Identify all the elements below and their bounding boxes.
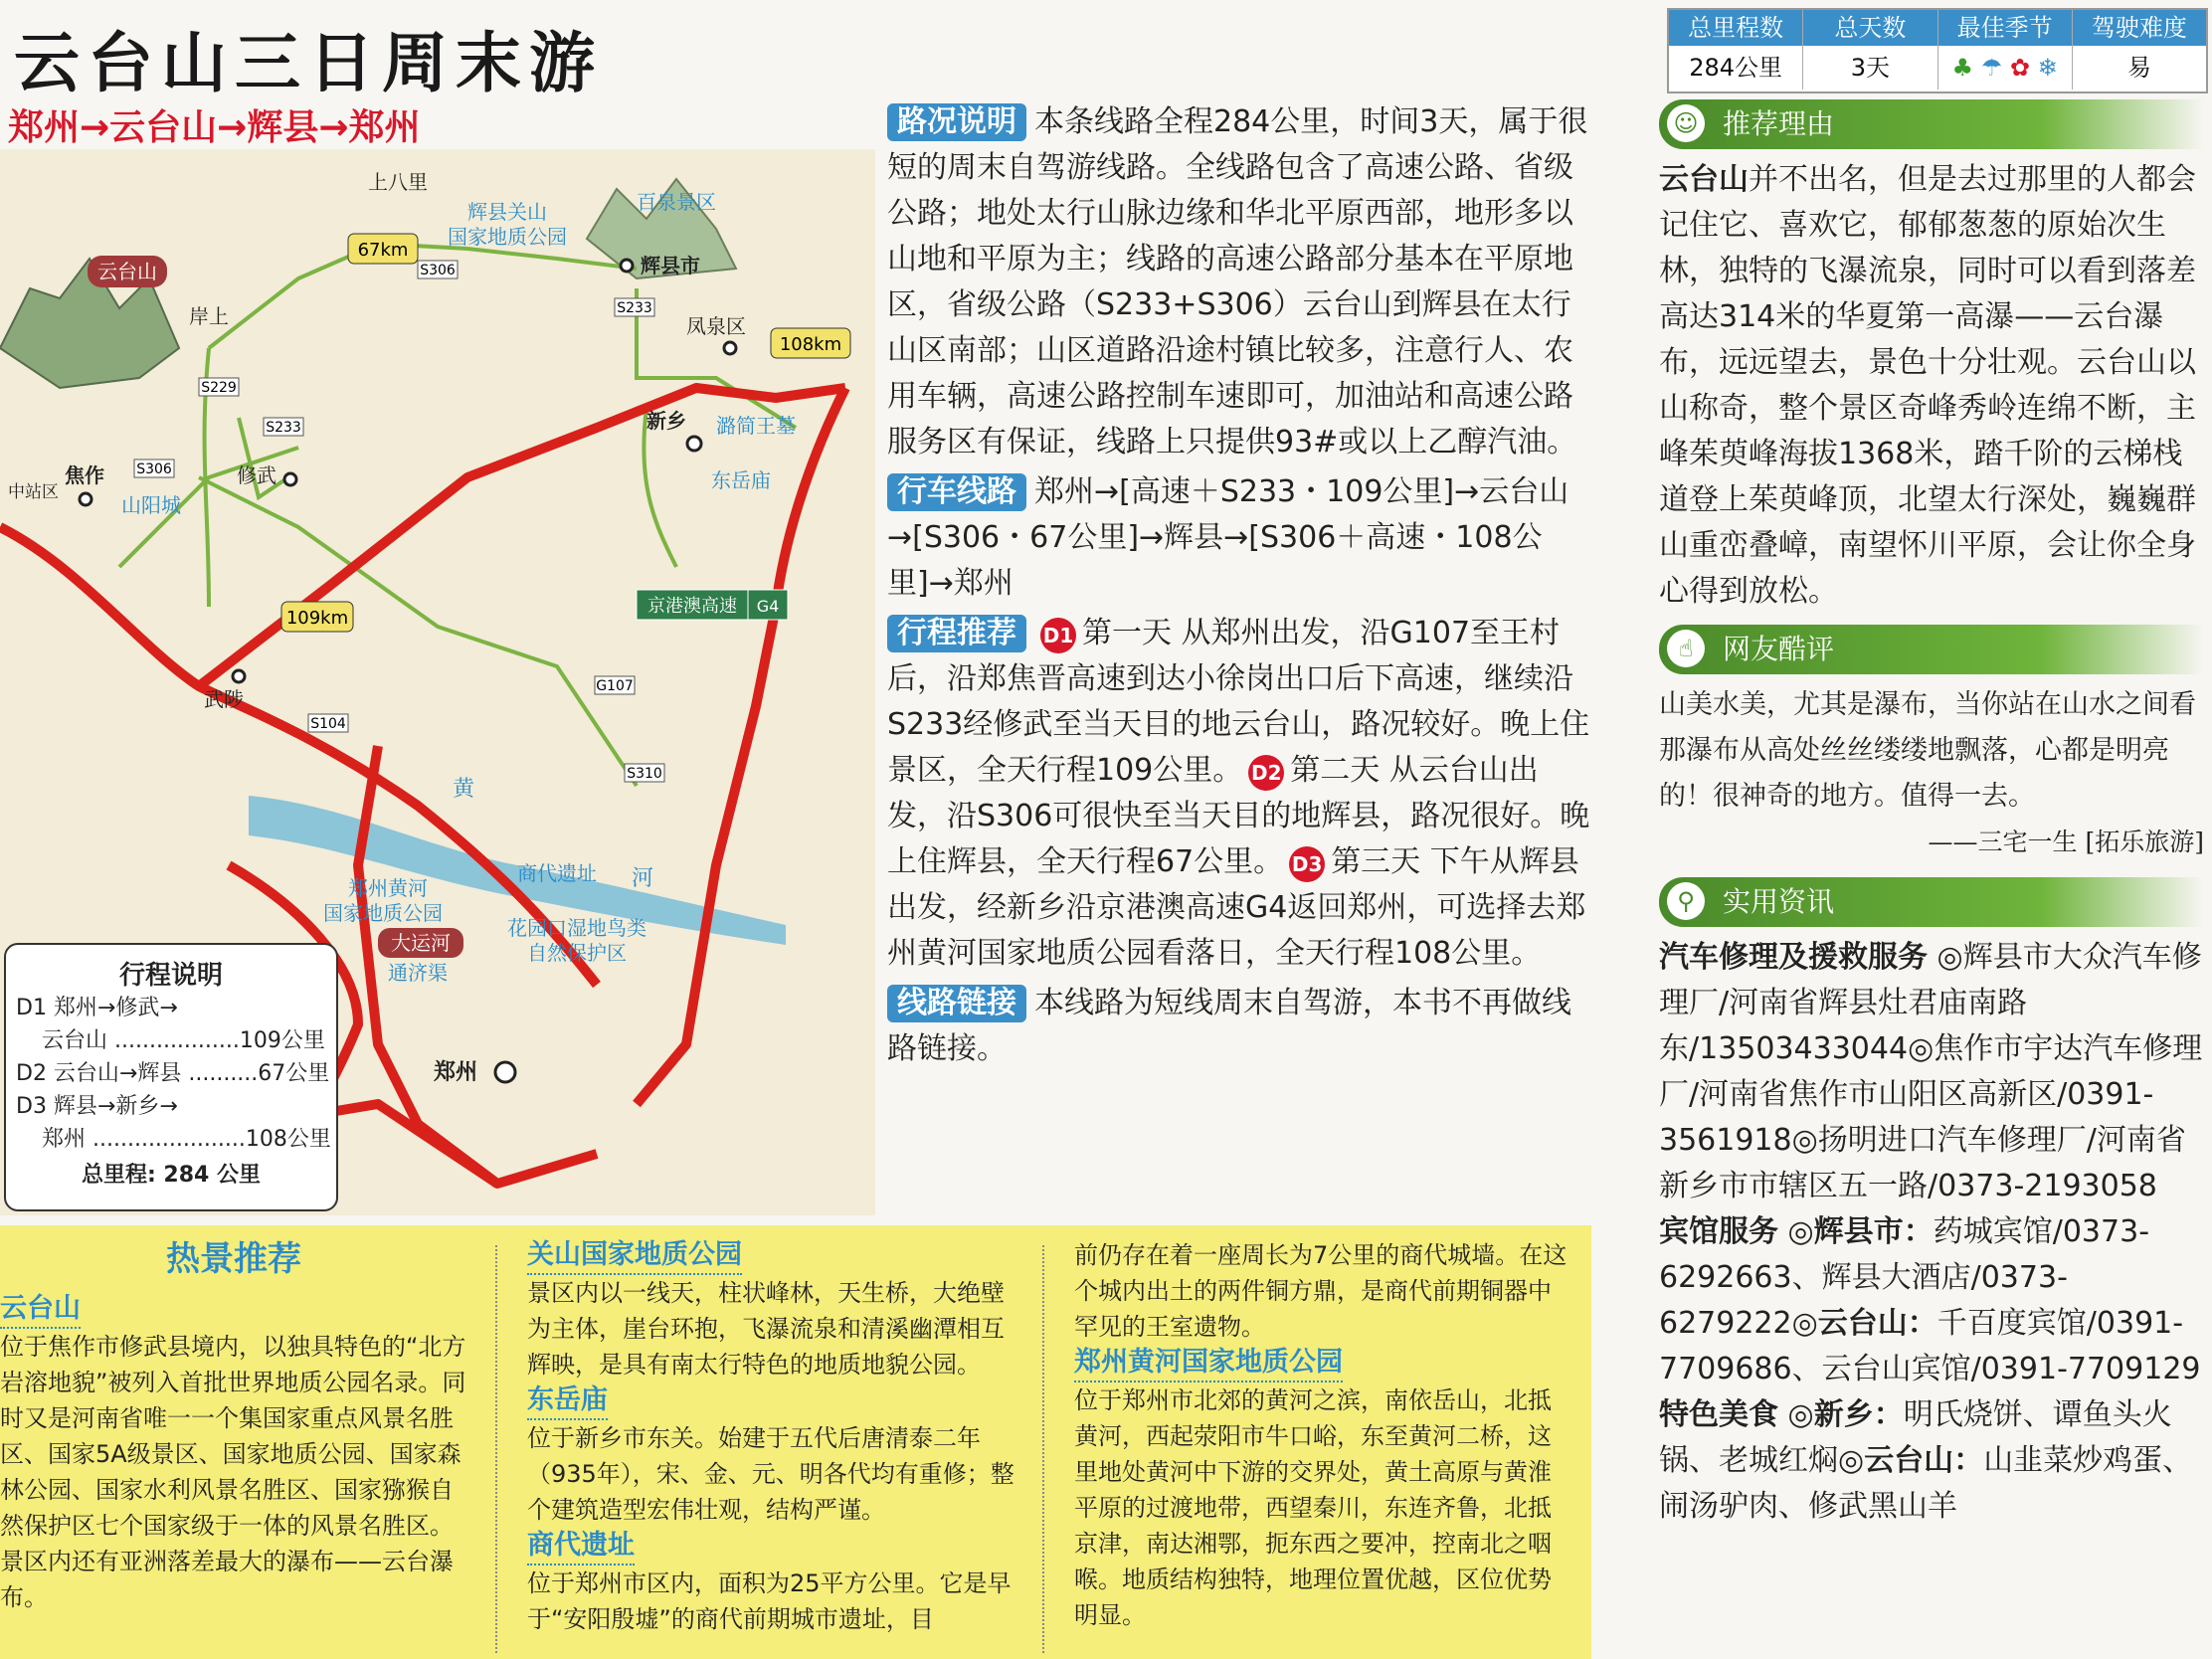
hot-spots-col-3 <box>1074 1237 1571 1633</box>
user-review-sign: ——三宅一生 [拓乐旅游] <box>1928 828 2204 856</box>
itinerary-legend <box>4 943 338 1211</box>
stats-header-days: 总天数 <box>1803 10 1937 46</box>
place-zhongzhan: 中站区 <box>8 482 59 502</box>
shangdai-heading: 商代遗址 <box>527 1528 635 1566</box>
driving-route <box>887 469 1595 607</box>
expressway-sign <box>637 590 788 620</box>
route-description <box>887 99 1595 1076</box>
day2-badge: D2 <box>1248 755 1284 791</box>
column-divider-2 <box>1042 1245 1044 1653</box>
place-huixian-city: 辉县市 <box>641 254 700 277</box>
food-marker-1: ◎ <box>1787 1397 1814 1432</box>
route-link-text: 本线路为短线周末自驾游，本书不再做线路链接。 <box>887 986 1571 1066</box>
legend-title: 行程说明 <box>118 961 223 991</box>
place-baiquan: 百泉景区 <box>637 190 716 214</box>
recommend-reason-text: 并不出名，但是去过那里的人都会记住它、喜欢它，郁郁葱葱的原始次生林，独特的飞瀑流泉，同时可以看到落差高达314米的华夏第一高瀑——云台瀑布，远远望去，景色十分壮观。云台山以山称奇，整个景区奇峰秀岭连绵不断，主峰茱萸峰海拔1368米，踏千阶的云梯栈道登上茱萸峰顶，北望太行深处，巍巍群山重峦叠嶂，南望怀川平原，会让你全身心得到放松。 <box>1659 162 2196 609</box>
stats-season-icons <box>1938 46 2073 90</box>
huanghe-heading: 郑州黄河国家地质公园 <box>1074 1345 1343 1382</box>
hot-spots-title: 热景推荐 <box>166 1239 301 1279</box>
hot-spots-col-2 <box>527 1237 1024 1637</box>
shangdai-text: 位于郑州市区内，面积为25平方公里。它是早于“安阳殷墟”的商代前期城市遗址，目 <box>527 1569 1012 1633</box>
day1-badge: D1 <box>1040 618 1076 653</box>
place-xinxiang: 新乡 <box>646 409 686 433</box>
hotel-service-label: 宾馆服务 <box>1659 1214 1778 1249</box>
autumn-leaf-icon: ✿ <box>2009 54 2030 82</box>
repair-service-text: ◎辉县市大众汽车修理厂/河南省辉县灶君庙南路东/13503433044◎焦作市宇达汽车修理厂/河南省焦作市山阳区高新区/0391-3561918◎扬明进口汽车修理厂/河南省新乡市市辖区五一路/0373-2193058 <box>1659 940 2203 1203</box>
jiaozuo-marker <box>80 493 92 505</box>
itinerary <box>887 611 1595 977</box>
road-s233a: S233 <box>266 420 301 436</box>
place-wuzhi: 武陟 <box>204 687 244 711</box>
yuntaishan-heading: 云台山 <box>0 1291 81 1329</box>
user-review-text: 山美水美，尤其是瀑布，当你站在山水之间看那瀑布从高处丝丝缕缕地飘落，心都是明亮的！很神奇的地方。值得一去。 <box>1659 689 2196 812</box>
recommend-reason <box>1659 99 2204 615</box>
distance-108-label: 108km <box>779 334 842 355</box>
spring-tree-icon: ♣ <box>1951 54 1974 82</box>
place-shanyang: 山阳城 <box>121 493 181 517</box>
stats-distance: 284公里 <box>1669 46 1803 90</box>
local-food <box>1659 1392 2204 1530</box>
day3-text: 第三天 下午从辉县出发，经新乡沿京港澳高速G4返回郑州，可选择去郑州黄河国家地质公园看落日，全天行程108公里。 <box>887 844 1586 971</box>
place-jiaozuo: 焦作 <box>65 463 104 487</box>
distance-108 <box>771 328 850 358</box>
food-city-2: 云台山： <box>1864 1443 1984 1478</box>
road-s306b: S306 <box>136 461 172 477</box>
stats-header <box>1669 10 2206 46</box>
road-s229: S229 <box>201 380 237 396</box>
place-fengquan: 凤泉区 <box>686 314 746 338</box>
distance-67-label: 67km <box>357 240 409 261</box>
user-review-header <box>1659 625 2204 674</box>
road-s104: S104 <box>310 716 346 732</box>
wuzhi-marker <box>233 670 245 682</box>
recommend-reason-body <box>1659 157 2204 615</box>
distance-109-label: 109km <box>285 608 349 629</box>
xinxiang-marker <box>687 437 701 451</box>
hotel-city-2: 云台山： <box>1817 1306 1937 1341</box>
local-food-label: 特色美食 <box>1659 1397 1778 1432</box>
day3-badge: D3 <box>1289 846 1325 882</box>
place-lushan: 潞简王墓 <box>716 414 796 438</box>
page-title: 云台山三日周末游 <box>14 24 603 101</box>
place-zhengzhou: 郑州 <box>434 1060 478 1085</box>
place-huixian-park: 辉县关山 <box>467 200 547 224</box>
distance-67 <box>348 234 418 264</box>
stats-table <box>1667 8 2208 93</box>
expressway-g4: G4 <box>756 597 780 616</box>
user-review <box>1659 625 2204 865</box>
road-s306a: S306 <box>420 263 456 278</box>
place-huanghe-park: 郑州黄河 <box>348 876 428 900</box>
day2-text: 第二天 从云台山出发，沿S306可很快至当天目的地辉县，路况很好。晚上住辉县，全天行程67公里。 <box>887 753 1590 879</box>
recommend-reason-header <box>1659 99 2204 149</box>
dongyue-heading: 东岳庙 <box>527 1382 608 1420</box>
guanshan-text: 景区内以一线天，柱状峰林，天生桥，大绝壁为主体，崖台环抱，飞瀑流泉和清溪幽潭相互辉映，是具有南太行特色的地质地貌公园。 <box>527 1279 1005 1379</box>
hot-spots-section <box>0 1225 1591 1659</box>
stats-header-distance: 总里程数 <box>1669 10 1803 46</box>
stats-header-difficulty: 驾驶难度 <box>2091 14 2187 42</box>
hotel-text-2: 千百度宾馆/0391-7709686、云台山宾馆/0391-7709129 <box>1659 1306 2201 1386</box>
zhengzhou-marker <box>495 1062 515 1082</box>
stats-values <box>1669 46 2206 90</box>
hotel-city-1: 辉县市： <box>1813 1214 1934 1249</box>
river-he: 河 <box>632 866 654 891</box>
stats-difficulty: 易 <box>2126 54 2151 82</box>
place-dayunhe-2: 通济渠 <box>388 961 448 985</box>
route-title: 郑州→云台山→辉县→郑州 <box>8 107 421 148</box>
magnifier-icon: ⚲ <box>1667 882 1705 920</box>
recommend-reason-lead: 云台山 <box>1659 162 1749 197</box>
place-huayuankou-2: 自然保护区 <box>527 941 627 965</box>
summer-umbrella-icon: ☂ <box>1980 54 2003 82</box>
yuntaishan-text: 位于焦作市修武县境内，以独具特色的“北方岩溶地貌”被列入首批世界地质公园名录。同时又是河南省唯一一个集国家重点风景名胜区、国家5A级景区、国家地质公园、国家森林公园、国家水利风景名胜区、国家猕猴自然保护区七个国家级于一体的风景名胜区。景区内还有亚洲落差最大的瀑布——云台瀑布。 <box>0 1333 466 1611</box>
hot-spots-col-1 <box>0 1237 467 1615</box>
practical-info-header <box>1659 877 2204 927</box>
xiuwu-marker <box>284 473 296 485</box>
road-g107: G107 <box>596 678 634 694</box>
legend-d1a: D1 郑州→修武→ <box>16 996 178 1020</box>
place-shangdai: 商代遗址 <box>517 861 597 885</box>
place-yuntaishan: 云台山 <box>97 260 157 283</box>
driving-route-text: 郑州→[高速＋S233・109公里]→云台山→[S306・67公里]→辉县→[S306＋高速・108公里]→郑州 <box>887 474 1569 601</box>
guanshan-heading: 关山国家地质公园 <box>527 1237 742 1275</box>
expressway-name: 京港澳高速 <box>647 596 737 617</box>
river-huang: 黄 <box>453 777 475 802</box>
repair-service-label: 汽车修理及援救服务 <box>1659 940 1928 975</box>
driving-route-tag: 行车线路 <box>887 473 1026 511</box>
place-dayunhe: 大运河 <box>391 931 451 955</box>
hotel-text-1: 药城宾馆/0373-6292663、辉县大酒店/0373-6279222◎ <box>1659 1214 2150 1341</box>
recommend-reason-title: 推荐理由 <box>1723 107 1835 140</box>
practical-info <box>1659 877 2204 1530</box>
legend-d3b: 郑州 ......................108公里 <box>42 1127 331 1152</box>
fengquan-marker <box>724 342 736 354</box>
food-text-2: 山韭菜炒鸡蛋、闹汤驴肉、修武黑山羊 <box>1659 1443 2193 1524</box>
legend-d2: D2 云台山→辉县 ..........67公里 <box>16 1061 330 1086</box>
huixian-city-marker <box>621 260 633 272</box>
place-shangbali: 上八里 <box>368 170 428 194</box>
itinerary-tag: 行程推荐 <box>887 615 1026 652</box>
food-text-1: 明氏烧饼、谭鱼头火锅、老城红焖◎ <box>1659 1397 2172 1478</box>
road-s233b: S233 <box>617 300 652 316</box>
food-city-1: 新乡： <box>1813 1397 1904 1432</box>
winter-snowflake-icon: ❄ <box>2037 54 2058 82</box>
place-dongyue: 东岳庙 <box>711 468 771 492</box>
place-anshang: 岸上 <box>189 304 229 328</box>
legend-d1b: 云台山 ..................109公里 <box>42 1028 325 1053</box>
place-xiuwu: 修武 <box>237 463 276 487</box>
road-s310: S310 <box>627 766 662 782</box>
hotel-service <box>1659 1209 2204 1392</box>
route-link <box>887 981 1595 1072</box>
repair-service <box>1659 935 2204 1209</box>
stats-days: 3天 <box>1803 46 1937 90</box>
column-divider-1 <box>495 1245 497 1653</box>
practical-info-title: 实用资讯 <box>1723 885 1835 918</box>
user-review-title: 网友酷评 <box>1723 633 1835 665</box>
road-conditions-text: 本条线路全程284公里，时间3天，属于很短的周末自驾游线路。全线路包含了高速公路、省级公路；地处太行山脉边缘和华北平原西部，地形多以山地和平原为主；线路的高速公路部分基本在平原地区，省级公路（S233+S306）云台山到辉县在太行山区南部；山区道路沿途村镇比较多，注意行人、农用车辆，高速公路控制车速即可，加油站和高速公路服务区有保证，线路上只提供93#或以上乙醇汽油。 <box>887 104 1588 460</box>
place-huanghe-park-2: 国家地质公园 <box>323 901 443 925</box>
huanghe-text: 位于郑州市北郊的黄河之滨，南依岳山，北抵黄河，西起荥阳市牛口峪，东至黄河二桥，这里地处黄河中下游的交界处，黄土高原与黄淮平原的过渡地带，西望秦川，东连齐鲁，北抵京津，南达湘鄂，扼东西之要冲，控南北之咽喉。地质结构独特，地理位置优越，区位优势明显。 <box>1074 1386 1552 1629</box>
legend-d3a: D3 辉县→新乡→ <box>16 1094 178 1119</box>
road-conditions-tag: 路况说明 <box>887 103 1026 141</box>
place-huayuankou: 花园口湿地鸟类 <box>507 916 646 940</box>
day1-text: 第一天 从郑州出发，沿G107至王村后，沿郑焦晋高速到达小徐岗出口后下高速，继续沿S233经修武至当天目的地云台山，路况较好。晚上住景区，全天行程109公里。 <box>887 616 1590 788</box>
legend-total: 总里程: 284 公里 <box>81 1163 262 1188</box>
smiley-icon: ☺ <box>1667 104 1705 142</box>
stats-header-season: 最佳季节 <box>1938 10 2073 46</box>
distance-109 <box>281 602 353 632</box>
route-link-tag: 线路链接 <box>887 985 1026 1022</box>
hotel-marker-1: ◎ <box>1787 1214 1814 1249</box>
road-conditions <box>887 99 1595 465</box>
hand-icon: ☝ <box>1667 630 1705 667</box>
shangdai-text-cont: 前仍存在着一座周长为7公里的商代城墙。在这个城内出土的两件铜方鼎，是商代前期铜器中罕见的王室遗物。 <box>1074 1241 1567 1341</box>
dongyue-text: 位于新乡市东关。始建于五代后唐清泰二年（935年），宋、金、元、明各代均有重修；整个建筑造型宏伟壮观，结构严谨。 <box>527 1424 1014 1524</box>
place-huixian-park-2: 国家地质公园 <box>448 225 567 249</box>
